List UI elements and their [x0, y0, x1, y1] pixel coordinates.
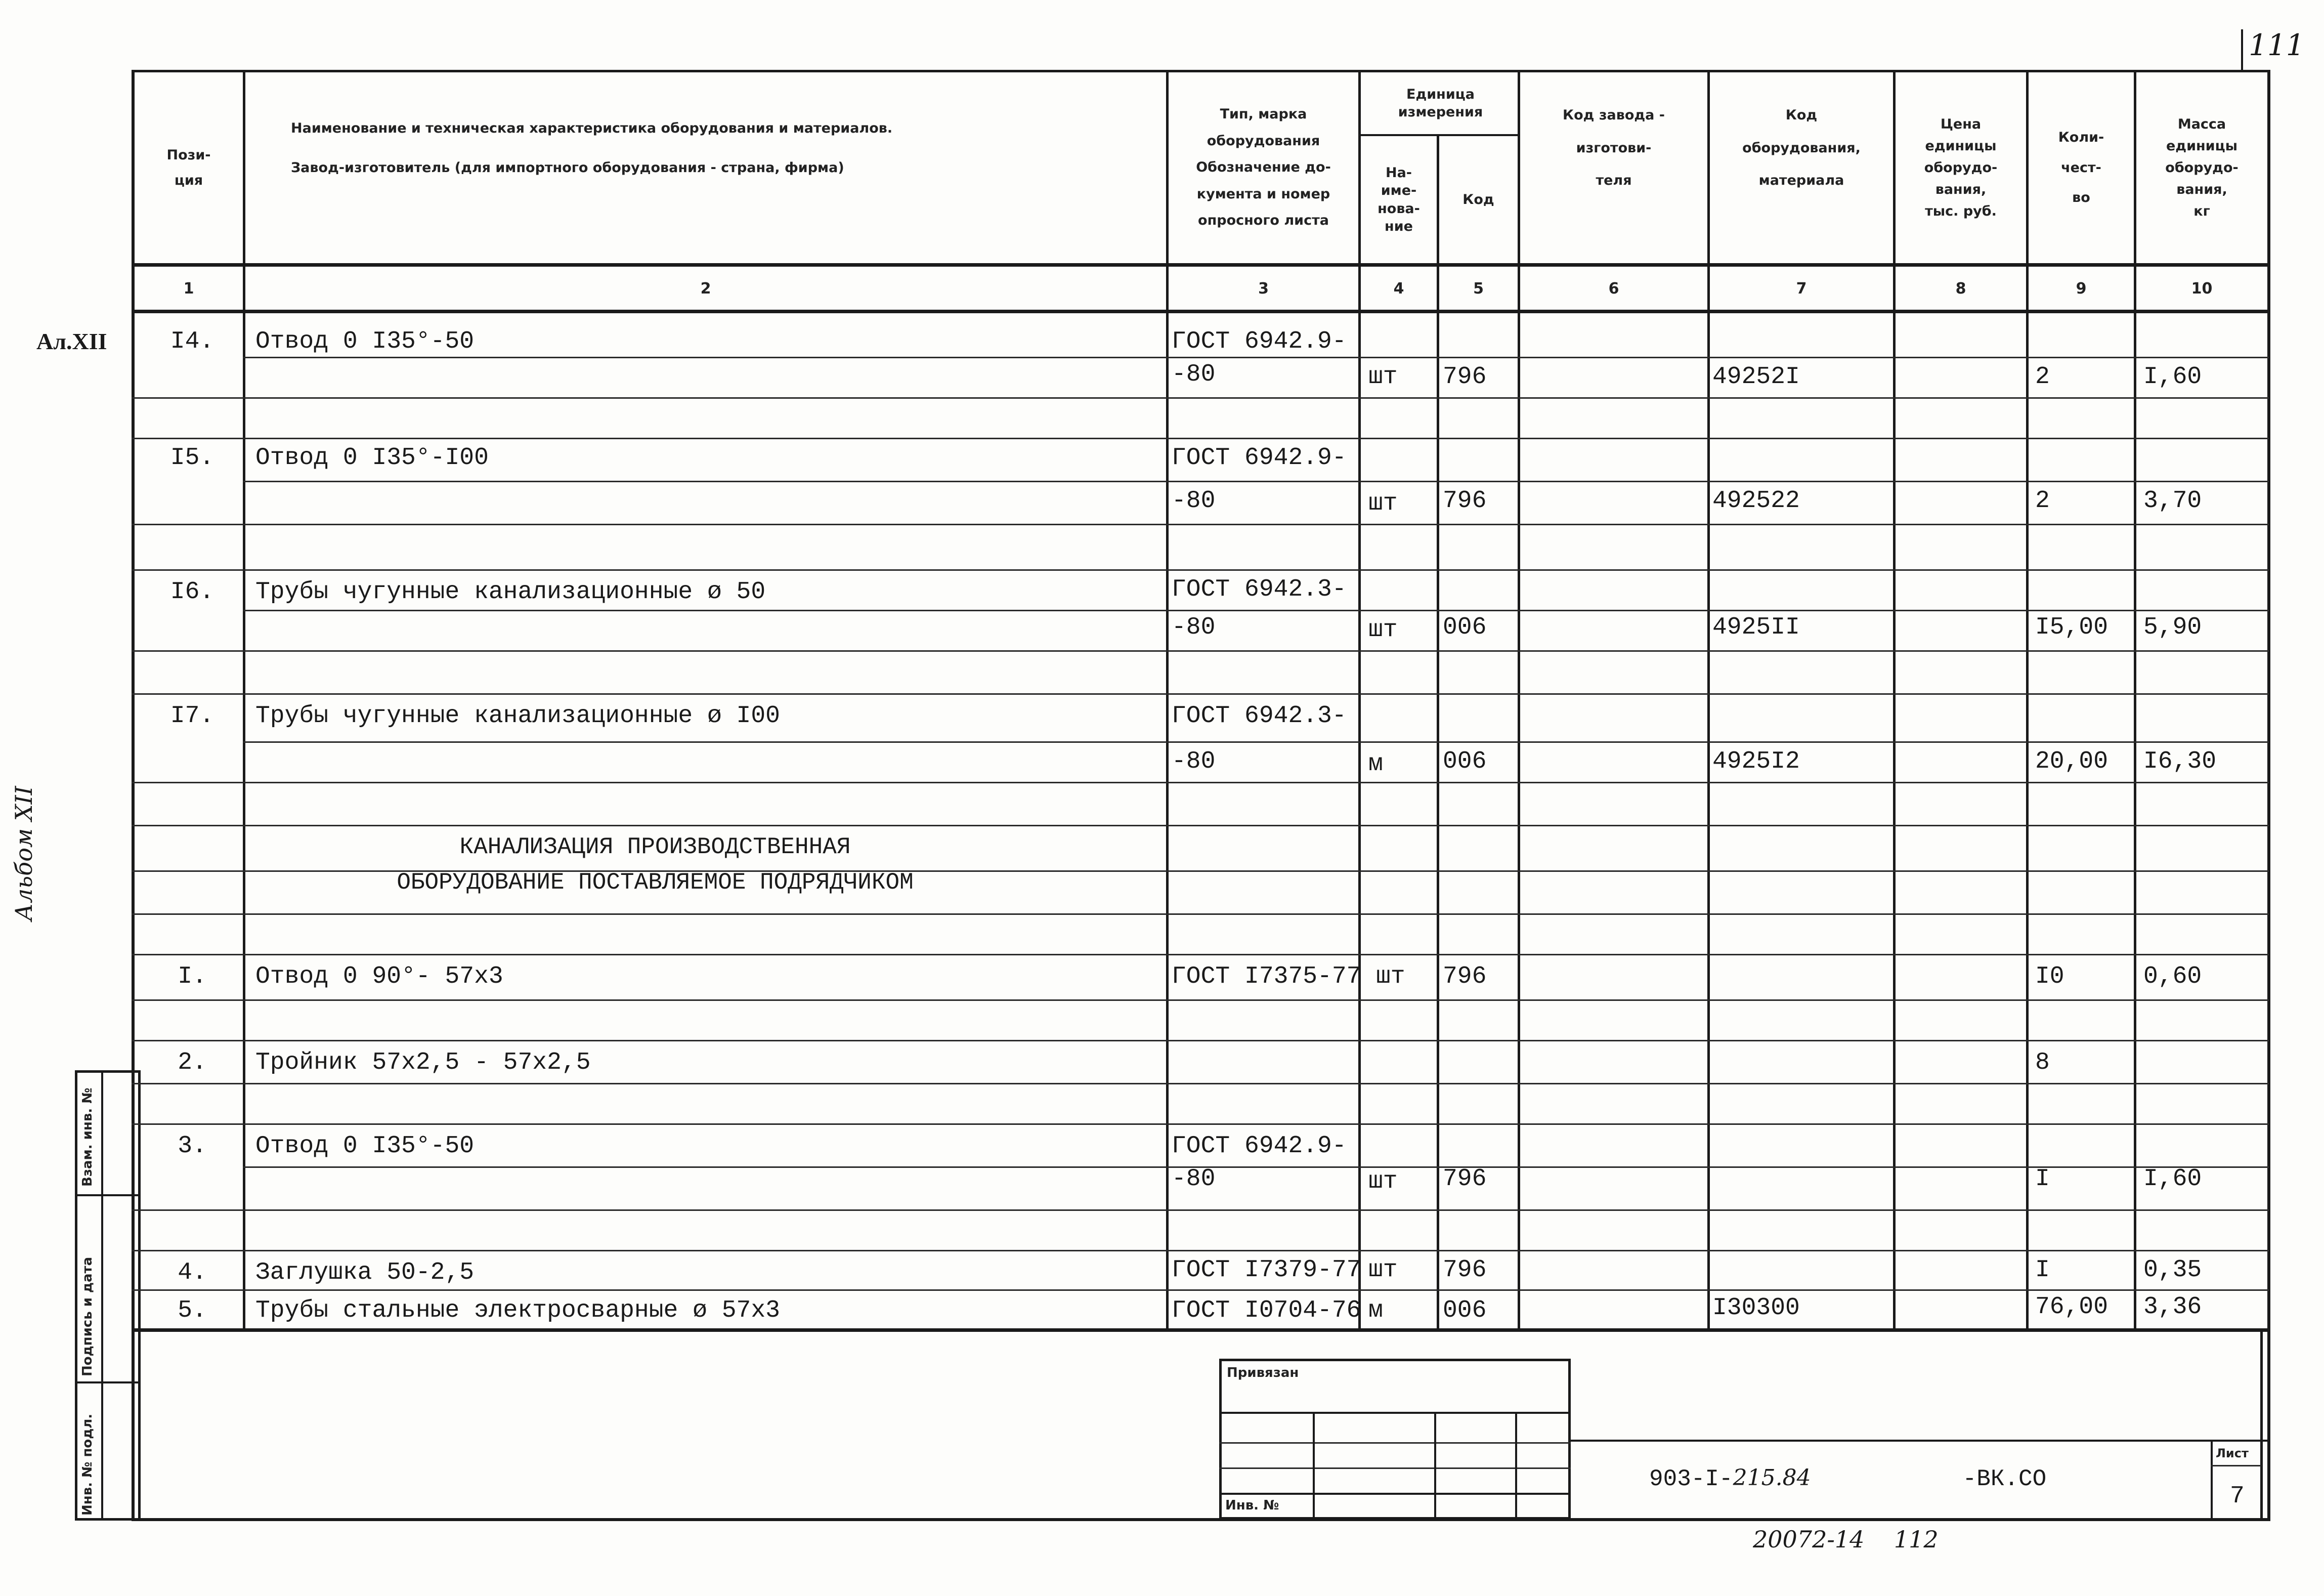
row-unit-code: 796 — [1443, 1256, 1487, 1284]
row-doc: ГОСТ 6942.3- — [1172, 576, 1347, 603]
row-material-code: 4925I2 — [1712, 748, 1800, 775]
col-number: 5 — [1473, 279, 1484, 298]
album-reference: Ал.XII — [36, 328, 107, 354]
row-quantity: 2 — [2035, 487, 2050, 515]
row-unit-code: 006 — [1443, 748, 1487, 775]
stamp-line — [1571, 1440, 2269, 1442]
row-line — [132, 569, 2269, 571]
document-code-part2: -ВК.СО — [1962, 1466, 2047, 1492]
col-line — [1707, 70, 1710, 1330]
row-name: Трубы чугунные канализационные ø 50 — [255, 578, 766, 606]
header-unit-name: На- име- нова- ние — [1378, 165, 1420, 234]
row-position: I6. — [170, 578, 214, 606]
row-mass: 0,35 — [2143, 1256, 2202, 1284]
page-number-mark — [2241, 29, 2243, 70]
row-mass: I,60 — [2143, 1165, 2202, 1193]
row-position: I5. — [170, 444, 214, 472]
page-bottom-line — [132, 1518, 2270, 1521]
header-position: Пози- ция — [166, 147, 211, 188]
row-quantity: I5,00 — [2035, 614, 2108, 641]
row-quantity: 20,00 — [2035, 748, 2108, 775]
col-number: 2 — [700, 279, 711, 298]
side-stamp-label: Взам. инв. № — [80, 1087, 95, 1187]
header-plant-code: Код завода - изготови- теля — [1563, 107, 1665, 189]
row-position: 5. — [178, 1297, 207, 1324]
row-position: 3. — [178, 1132, 207, 1160]
row-line — [132, 913, 2269, 915]
row-line — [132, 1040, 2269, 1041]
col-number: 3 — [1258, 279, 1269, 298]
row-unit-code: 796 — [1443, 363, 1487, 391]
row-line — [132, 1250, 2269, 1251]
header-quantity: Коли- чест- во — [2058, 130, 2104, 206]
side-stamp-label: Подпись и дата — [80, 1256, 95, 1376]
row-doc: -80 — [1172, 487, 1216, 515]
row-position: I4. — [170, 328, 214, 355]
row-doc: ГОСТ I7379-77 — [1172, 1256, 1361, 1284]
row-position: 2. — [178, 1049, 207, 1076]
row-doc: ГОСТ I7375-77 — [1172, 963, 1361, 990]
row-name: Тройник 57х2,5 - 57х2,5 — [255, 1049, 591, 1076]
stamp-line — [1515, 1412, 1517, 1520]
row-quantity: I0 — [2035, 963, 2064, 990]
col-number: 10 — [2191, 279, 2213, 298]
row-unit: шт — [1368, 490, 1398, 517]
row-name: Заглушка 50-2,5 — [255, 1259, 475, 1286]
row-unit-code: 796 — [1443, 487, 1487, 515]
row-name: Трубы стальные электросварные ø 57х3 — [255, 1297, 780, 1324]
col-number: 7 — [1796, 279, 1807, 298]
row-quantity: 8 — [2035, 1049, 2050, 1076]
row-unit-code: 796 — [1443, 1165, 1487, 1193]
privyazan-block — [1219, 1359, 1571, 1520]
row-material-code: 4925II — [1712, 614, 1800, 641]
side-stamp-line — [75, 1194, 141, 1196]
row-line — [132, 693, 2269, 695]
row-line — [132, 825, 2269, 826]
header-name: Наименование и техническая характеристика оборудования и материалов. Завод-изготовитель (для импортного оборудования - страна, фирма) — [291, 120, 893, 176]
side-stamp-label: Инв. № подл. — [80, 1413, 95, 1516]
privyazan-label: Привязан — [1227, 1365, 1299, 1380]
bottom-handwritten-number: 20072-14 112 — [1753, 1526, 1939, 1553]
stamp-line — [2260, 1330, 2263, 1520]
row-line — [132, 650, 2269, 652]
row-quantity: 76,00 — [2035, 1293, 2108, 1321]
stamp-line — [1219, 1467, 1571, 1469]
header-doc: Тип, марка оборудования Обозначение до- кумента и номер опросного листа — [1196, 106, 1331, 229]
col-line — [1518, 70, 1520, 1330]
row-line — [132, 438, 2269, 439]
sheet-box-line — [2211, 1465, 2261, 1466]
document-code-part1: 903-I- — [1649, 1466, 1733, 1492]
row-doc: ГОСТ 6942.9- — [1172, 444, 1347, 472]
table-bottom-line — [132, 1328, 2270, 1332]
stamp-line — [1434, 1412, 1436, 1520]
row-line — [132, 524, 2269, 525]
row-position: I7. — [170, 702, 214, 730]
col-number: 9 — [2076, 279, 2087, 298]
side-stamp-line — [75, 1381, 141, 1383]
header-equipment-code: Код оборудования, материала — [1742, 107, 1861, 189]
row-quantity: I — [2035, 1256, 2050, 1284]
inv-number-label: Инв. № — [1225, 1498, 1279, 1513]
row-name: Отвод 0 I35°-50 — [255, 328, 475, 355]
col-number: 1 — [183, 279, 194, 298]
sheet-label: Лист — [2216, 1446, 2249, 1460]
row-line — [132, 782, 2269, 783]
row-doc: ГОСТ 6942.9- — [1172, 328, 1347, 355]
stamp-line — [1313, 1412, 1315, 1520]
row-line — [243, 481, 2269, 482]
document-code — [1649, 1465, 2046, 1492]
row-unit: м — [1368, 750, 1383, 778]
sheet-number: 7 — [2230, 1483, 2245, 1510]
row-doc: -80 — [1172, 1165, 1216, 1193]
stamp-line — [1219, 1442, 1571, 1444]
row-line — [132, 397, 2269, 399]
row-unit: м — [1368, 1297, 1383, 1324]
col-number: 8 — [1955, 279, 1966, 298]
stamp-line — [1219, 1493, 1571, 1495]
row-position: I. — [178, 963, 207, 990]
header-mass: Масса единицы оборудо- вания, кг — [2165, 116, 2239, 220]
col-number: 6 — [1608, 279, 1619, 298]
col-line — [1437, 134, 1439, 1330]
row-mass: 3,36 — [2143, 1293, 2202, 1321]
document-code-handwritten: 215.84 — [1733, 1465, 1811, 1491]
sheet-box-line — [2211, 1440, 2213, 1520]
header-unit-group: Единица измерения — [1398, 86, 1483, 120]
row-unit-code: 006 — [1443, 1297, 1487, 1324]
row-name: Отвод 0 90°- 57х3 — [255, 963, 503, 990]
album-handwritten-note: Альбом XII — [10, 786, 37, 921]
row-unit: шт — [1368, 1256, 1398, 1284]
row-name: Трубы чугунные канализационные ø I00 — [255, 702, 780, 730]
row-doc: -80 — [1172, 614, 1216, 641]
header-price: Цена единицы оборудо- вания, тыс. руб. — [1924, 116, 1998, 220]
header-unit-code: Код — [1462, 191, 1494, 207]
section-subtitle: ОБОРУДОВАНИЕ ПОСТАВЛЯЕМОЕ ПОДРЯДЧИКОМ — [397, 869, 914, 896]
row-doc: -80 — [1172, 748, 1216, 775]
row-position: 4. — [178, 1259, 207, 1286]
row-doc: -80 — [1172, 361, 1216, 388]
row-unit: шт — [1368, 1168, 1398, 1195]
row-material-code: 49252I — [1712, 363, 1800, 391]
row-name: Отвод 0 I35°-50 — [255, 1132, 475, 1160]
row-quantity: 2 — [2035, 363, 2050, 391]
row-quantity: I — [2035, 1165, 2050, 1193]
row-name: Отвод 0 I35°-I00 — [255, 444, 489, 472]
row-mass: 0,60 — [2143, 963, 2202, 990]
row-material-code: I30300 — [1712, 1294, 1800, 1322]
row-mass: I6,30 — [2143, 748, 2217, 775]
page-number-handwritten: 111 — [2249, 28, 2305, 62]
row-doc: ГОСТ 6942.3- — [1172, 702, 1347, 730]
row-unit: шт — [1368, 616, 1398, 644]
row-unit-code: 796 — [1443, 963, 1487, 990]
row-line — [243, 610, 2269, 611]
stamp-line — [1219, 1412, 1571, 1414]
col-number: 4 — [1393, 279, 1404, 298]
row-line — [132, 1209, 2269, 1211]
row-line — [132, 999, 2269, 1001]
col-line — [2267, 70, 2270, 1521]
row-doc: ГОСТ I0704-76 — [1172, 1297, 1361, 1324]
row-line — [243, 1166, 2269, 1168]
section-title: КАНАЛИЗАЦИЯ ПРОИЗВОДСТВЕННАЯ — [459, 834, 851, 860]
row-mass: 5,90 — [2143, 614, 2202, 641]
row-line — [132, 954, 2269, 955]
row-line — [132, 1083, 2269, 1084]
row-mass: I,60 — [2143, 363, 2202, 391]
row-line — [243, 741, 2269, 743]
row-material-code: 492522 — [1712, 487, 1800, 515]
row-mass: 3,70 — [2143, 487, 2202, 515]
row-unit-code: 006 — [1443, 614, 1487, 641]
row-unit: шт — [1376, 963, 1405, 990]
row-unit: шт — [1368, 363, 1398, 391]
side-stamp-divider — [101, 1070, 103, 1521]
row-line — [132, 1123, 2269, 1125]
row-doc: ГОСТ 6942.9- — [1172, 1132, 1347, 1160]
